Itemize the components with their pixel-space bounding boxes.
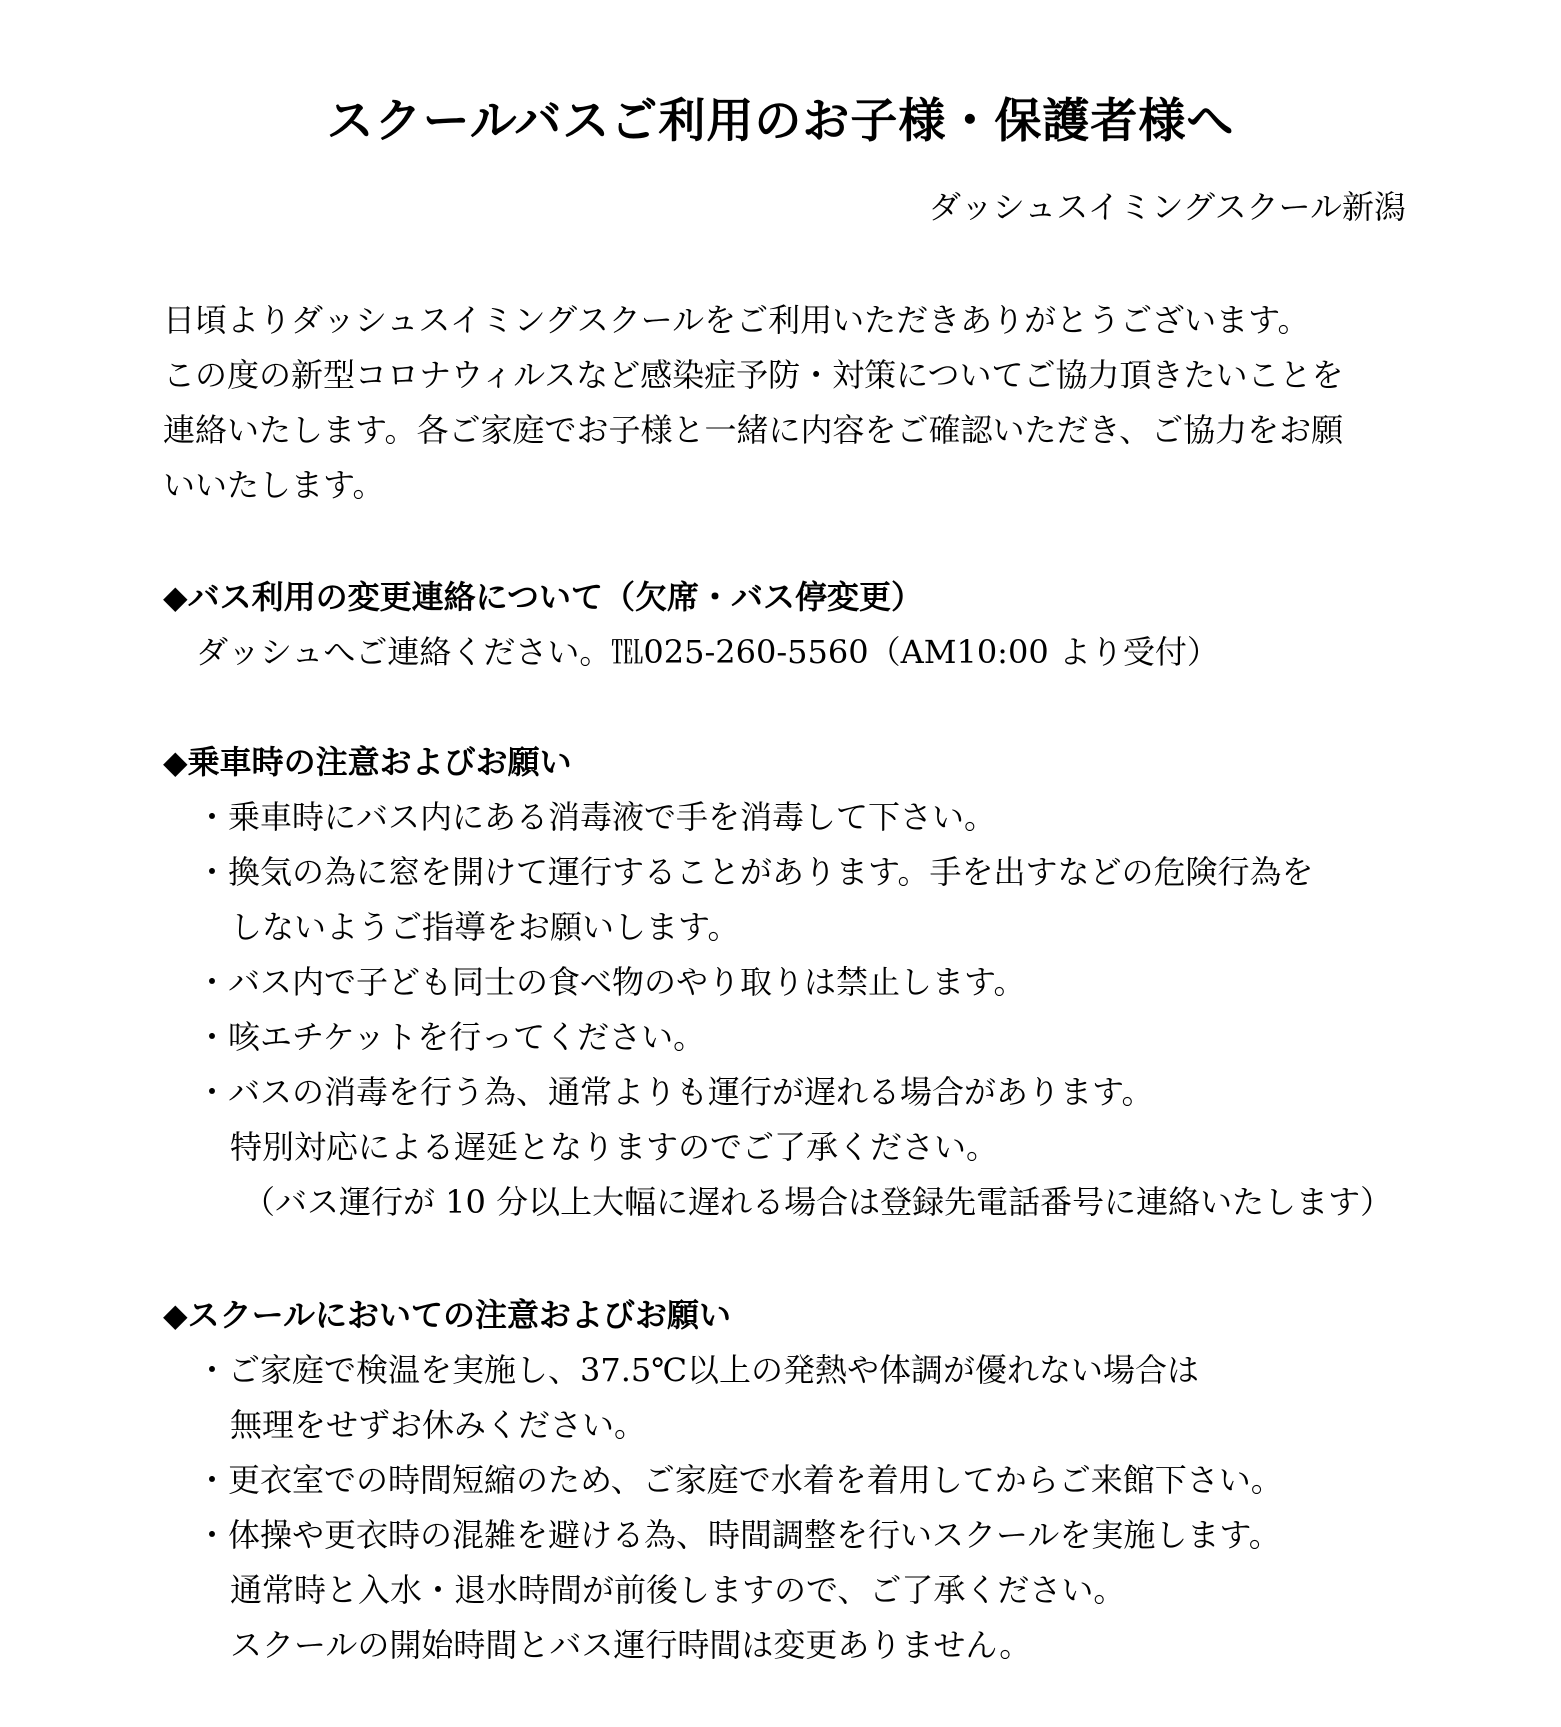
intro-line: 連絡いたします。各ご家庭でお子様と一緒に内容をご確認いただき、ご協力をお願 — [163, 411, 1344, 449]
list-item: ・バス内で子ども同士の食べ物のやり取りは禁止します。 — [196, 963, 1026, 1001]
list-item-continuation: 無理をせずお休みください。 — [230, 1406, 647, 1444]
section-heading-boarding: ◆乗車時の注意およびお願い — [163, 743, 572, 781]
section-heading-contact: ◆バス利用の変更連絡について（欠席・バス停変更） — [163, 578, 923, 616]
list-item-continuation: 通常時と入水・退水時間が前後しますので、ご了承ください。 — [230, 1571, 1126, 1609]
intro-line: この度の新型コロナウィルスなど感染症予防・対策についてご協力頂きたいことを — [163, 356, 1344, 394]
section-contact — [163, 570, 1423, 680]
list-item: ・体操や更衣時の混雑を避ける為、時間調整を行いスクールを実施します。 — [196, 1516, 1281, 1554]
section-boarding — [163, 735, 1423, 1230]
boarding-list — [163, 790, 1423, 1230]
school-list — [163, 1343, 1423, 1673]
list-item: ・更衣室での時間短縮のため、ご家庭で水着を着用してからご来館下さい。 — [196, 1461, 1283, 1499]
list-item: ・換気の為に窓を開けて運行することがあります。手を出すなどの危険行為を — [196, 853, 1314, 891]
section-school — [163, 1288, 1423, 1673]
contact-line: ダッシュへご連絡ください。℡025-260-5560（AM10:00 より受付） — [196, 633, 1219, 671]
list-item: ・乗車時にバス内にある消毒液で手を消毒して下さい。 — [196, 798, 997, 836]
list-item: ・咳エチケットを行ってください。 — [196, 1018, 706, 1056]
intro-line: いいたします。 — [163, 466, 385, 504]
page-title: スクールバスご利用のお子様・保護者様へ — [326, 94, 1235, 149]
list-item: ・ご家庭で検温を実施し、37.5℃以上の発熱や体調が優れない場合は — [196, 1351, 1200, 1389]
list-item-continuation: しないようご指導をお願いします。 — [230, 908, 740, 946]
organization-name: ダッシュスイミングスクール新潟 — [928, 188, 1406, 226]
list-item-note: （バス運行が 10 分以上大幅に遅れる場合は登録先電話番号に連絡いたします） — [243, 1183, 1393, 1221]
intro-line: 日頃よりダッシュスイミングスクールをご利用いただきありがとうございます。 — [163, 301, 1310, 339]
section-heading-school: ◆スクールにおいての注意およびお願い — [163, 1296, 731, 1334]
list-item-continuation: 特別対応による遅延となりますのでご了承ください。 — [230, 1128, 999, 1166]
list-item: ・バスの消毒を行う為、通常よりも運行が遅れる場合があります。 — [196, 1073, 1154, 1111]
intro-paragraph — [163, 293, 1413, 513]
list-item-continuation: スクールの開始時間とバス運行時間は変更ありません。 — [230, 1626, 1032, 1664]
